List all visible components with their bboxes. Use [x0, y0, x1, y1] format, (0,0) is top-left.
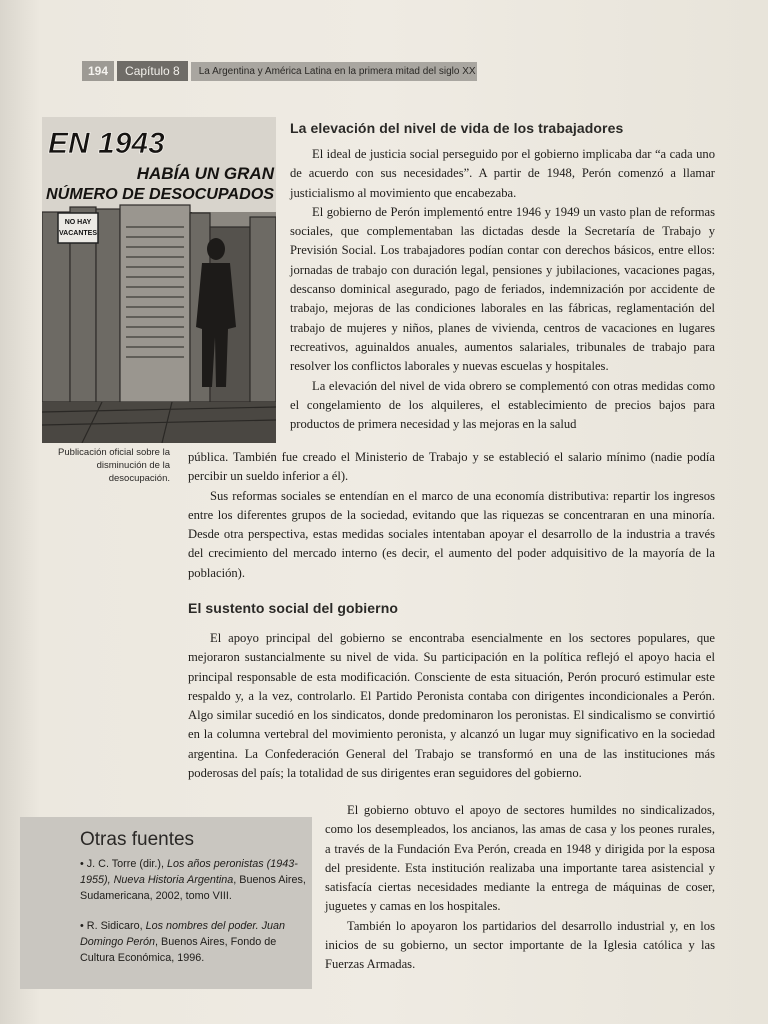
- source-title: Los años peronistas (1943-1955), Nueva Historia Argentina: [80, 858, 298, 886]
- section1-text-lower: [188, 448, 715, 583]
- chapter-title: La Argentina y América Latina en la primera mitad del siglo XX: [191, 62, 477, 81]
- sign-text-2: VACANTES: [59, 230, 97, 237]
- running-header: [82, 60, 477, 82]
- paragraph: También lo apoyaron los partidarios del desarrollo industrial y, en los inicios de su gobierno, un sector importante de la Iglesia católica y las Fuerzas Armadas.: [325, 918, 715, 972]
- paragraph: pública. También fue creado el Ministerio de Trabajo y se estableció el salario mínimo (nadie podía percibir un sueldo inferior a él).: [188, 450, 715, 484]
- paragraph: El gobierno de Perón implementó entre 1946 y 1949 un vasto plan de reformas sociales, que complementaban las dictadas desde la Secretaría de Trabajo y Previsión Social. Los trabajadores podían contar con derechos básicos, entre ellos: jornadas de trabajo con duración legal, pensiones y jubilaciones, vacaciones pagas, descanso dominical asegurado, pago de feriados, indemnización por accidente de trabajo, mejoras de las condiciones laborales en las fábricas, reglamentación del trabajo de mujeres y niños, planes de vivienda, centros de vacaciones en lugares recreativos, aguinaldos anuales, aumentos salariales, tribunales de trabajo para resolver los conflictos laborales y nuevas escuelas y hospitales.: [290, 204, 715, 374]
- source-title: Los nombres del poder. Juan Domingo Perón: [80, 920, 286, 948]
- paragraph: El gobierno obtuvo el apoyo de sectores humildes no sindicalizados, como los desempleados, los ancianos, las amas de casa y los peones rurales, a través de la Fundación Eva Perón, creada en 1948 y dirigida por la esposa del presidente. Esta institución realizaba una importante tarea asistencial y satisfacía ciertas necesidades mediante la entrega de máquinas de coser, juguetes y camas en los hospitales.: [325, 803, 715, 914]
- section2-text-upper: [188, 629, 715, 783]
- section2-text-lower: [325, 801, 715, 975]
- historical-poster-image: [42, 117, 276, 443]
- poster-illustration: [42, 117, 276, 443]
- source-publisher: , Buenos Aires, Sudamericana, 2002, tomo VIII.: [80, 874, 306, 902]
- source-item: [80, 918, 306, 966]
- chapter-label: Capítulo 8: [117, 61, 188, 81]
- source-author: • J. C. Torre (dir.),: [80, 858, 167, 870]
- poster-headline-1: EN 1943: [48, 127, 165, 160]
- paragraph: Sus reformas sociales se entendían en el marco de una economía distributiva: repartir los ingresos entre los diferentes grupos de la sociedad, evitando que las riquezas se concentraran en una minoría. Desde otra perspectiva, estas medidas sociales intentaban apoyar el desarrollo de la industria a través del crecimiento del mercado interno (es decir, el aumento del poder adquisitivo de la mayoría de la población).: [188, 488, 715, 580]
- sources-title: Otras fuentes: [80, 829, 195, 850]
- paragraph: El apoyo principal del gobierno se encontraba esencialmente en los sectores populares, que mejoraron sustancialmente su nivel de vida. Su participación en la política reflejó el apoyo hacia el principal responsable de esta modificación. Consciente de esta situación, Perón procuró estimular este respaldo y, a la vez, controlarlo. El Partido Peronista contaba con dirigentes incondicionales a Perón. Algo similar sucedió en los sindicatos, donde predominaron los peronistas. El sindicalismo se convirtió en la columna vertebral del movimiento peronista, y alcanzó un lugar muy significativo en la sociedad argentina. La Confederación General del Trabajo se transformó en una de las instituciones más poderosas del país; la totalidad de sus dirigentes eran seguidores del gobierno.: [188, 631, 715, 781]
- poster-headline-3: NÚMERO DE DESOCUPADOS: [46, 186, 273, 203]
- source-publisher: , Buenos Aires, Fondo de Cultura Económica, 1996.: [80, 936, 277, 964]
- poster-headline-2: HABÍA UN GRAN: [136, 164, 274, 183]
- paragraph: El ideal de justicia social perseguido por el gobierno implicaba dar “a cada uno de acuerdo con sus necesidades”. A partir de 1948, Perón comenzó a llamar justicialismo al movimiento que encabezaba.: [290, 147, 715, 200]
- sign-text-1: NO HAY: [64, 219, 92, 226]
- section-heading-2: El sustento social del gobierno: [188, 600, 399, 616]
- paragraph: La elevación del nivel de vida obrero se complementó con otras medidas como el congelamiento de los alquileres, el establecimiento de precios bajos para productos de primera necesidad y las mejoras en la salud: [290, 378, 715, 432]
- section1-text-upper: [290, 145, 715, 434]
- page-number: 194: [82, 61, 114, 81]
- other-sources-box: [20, 817, 312, 989]
- source-item: [80, 856, 306, 904]
- section-heading-1: La elevación del nivel de vida de los trabajadores: [290, 120, 624, 136]
- source-author: • R. Sidicaro,: [80, 920, 146, 932]
- figure-caption: Publicación oficial sobre la disminución de la desocupación.: [58, 447, 170, 484]
